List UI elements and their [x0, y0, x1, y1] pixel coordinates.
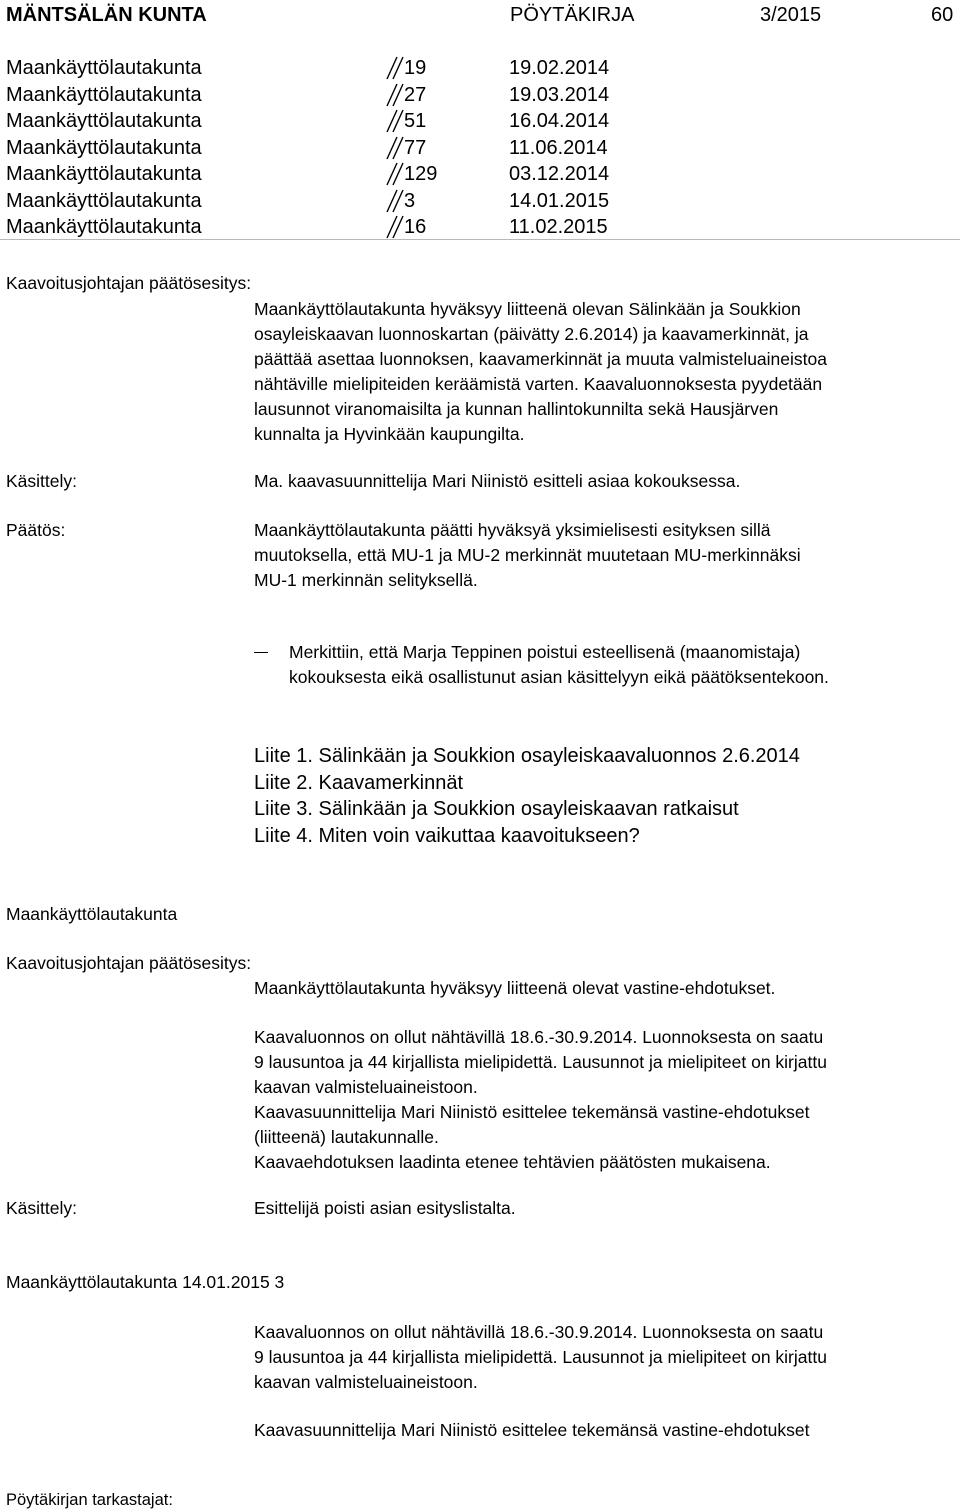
attachment-item: Liite 2. Kaavamerkinnät — [254, 771, 464, 794]
history-date: 16.04.2014 — [509, 110, 610, 132]
history-number: 16 — [404, 216, 427, 238]
dash-bullet — [254, 652, 268, 653]
history-number: 51 — [404, 110, 427, 132]
text-line: nähtäville mielipiteiden keräämistä varten. Kaavaluonnoksesta pyydetään — [254, 374, 823, 394]
history-row — [6, 55, 946, 82]
background-text — [254, 1025, 954, 1175]
history-body: Maankäyttölautakunta — [6, 189, 202, 212]
handling-text: Esittelijä poisti asian esityslistalta. — [254, 1198, 516, 1218]
history-row — [6, 188, 946, 215]
history-date: 14.01.2015 — [509, 189, 610, 212]
history-number: 3 — [404, 189, 416, 212]
history-body: Maankäyttölautakunta — [6, 216, 202, 238]
proposal-label: Kaavoitusjohtajan päätösesitys: — [6, 953, 252, 973]
handling-label: Käsittely: — [6, 1198, 77, 1218]
note-text — [289, 640, 829, 690]
history-number: 77 — [404, 136, 427, 159]
section-heading: Maankäyttölautakunta — [6, 904, 178, 924]
history-date: 03.12.2014 — [509, 163, 610, 185]
history-body: Maankäyttölautakunta — [6, 163, 202, 185]
section-sign-icon — [386, 188, 404, 214]
document-number: 3/2015 — [760, 4, 822, 26]
history-body: Maankäyttölautakunta — [6, 83, 202, 106]
text-line: MU-1 merkinnän selityksellä. — [254, 570, 478, 590]
decision-label: Päätös: — [6, 520, 66, 540]
proposal-text — [254, 297, 954, 447]
text-line: kaavan valmisteluaineistoon. — [254, 1077, 478, 1097]
background-text — [254, 1320, 954, 1395]
section-sign-icon — [386, 82, 404, 108]
history-number: 19 — [404, 57, 427, 79]
handling-label: Käsittely: — [6, 471, 77, 491]
text-line: (liitteenä) lautakunnalle. — [254, 1127, 439, 1147]
history-date: 11.02.2015 — [509, 216, 608, 238]
history-body: Maankäyttölautakunta — [6, 57, 202, 79]
proposal-label: Kaavoitusjohtajan päätösesitys: — [6, 273, 252, 293]
text-line: Kaavaluonnos on ollut nähtävillä 18.6.-30.9.2014. Luonnoksesta on saatu — [254, 1322, 824, 1342]
section-sign-icon — [386, 214, 404, 240]
text-line: Kaavaluonnos on ollut nähtävillä 18.6.-30.9.2014. Luonnoksesta on saatu — [254, 1027, 824, 1047]
text-line: 9 lausuntoa ja 44 kirjallista mielipidettä. Lausunnot ja mielipiteet on kirjattu — [254, 1347, 827, 1367]
document-type: PÖYTÄKIRJA — [510, 4, 635, 26]
inspectors-label: Pöytäkirjan tarkastajat: — [6, 1491, 173, 1509]
section-sign-icon — [386, 161, 404, 187]
text-line: lausunnot viranomaisilta ja kunnan hallintokunnilta sekä Hausjärven — [254, 399, 779, 419]
decision-text — [254, 518, 954, 593]
history-number: 129 — [404, 163, 438, 185]
text-line: muutoksella, että MU-1 ja MU-2 merkinnät muutetaan MU-merkinnäksi — [254, 545, 801, 565]
handling-text: Ma. kaavasuunnittelija Mari Niinistö esitteli asiaa kokouksessa. — [254, 471, 741, 491]
page-number: 60 — [931, 4, 954, 26]
history-row — [6, 108, 946, 135]
history-row — [6, 214, 946, 241]
presentation-text — [254, 1418, 954, 1443]
text-line: Maankäyttölautakunta hyväksyy liitteenä olevan Sälinkään ja Soukkion — [254, 299, 801, 319]
text-line: Maankäyttölautakunta päätti hyväksyä yksimielisesti esityksen sillä — [254, 520, 771, 540]
attachment-item: Liite 4. Miten voin vaikuttaa kaavoitukseen? — [254, 824, 640, 847]
history-body: Maankäyttölautakunta — [6, 110, 202, 132]
text-line: kaavan valmisteluaineistoon. — [254, 1372, 478, 1392]
text-line: Kaavasuunnittelija Mari Niinistö esittelee tekemänsä vastine-ehdotukset — [254, 1420, 810, 1440]
history-row — [6, 82, 946, 109]
section-sign-icon — [386, 55, 404, 81]
history-row — [6, 161, 946, 188]
section-heading: Maankäyttölautakunta 14.01.2015 3 — [6, 1272, 285, 1292]
history-date: 19.02.2014 — [509, 57, 610, 79]
section-sign-icon — [386, 135, 404, 161]
text-line: kunnalta ja Hyvinkään kaupungilta. — [254, 424, 525, 444]
text-line: kokouksesta eikä osallistunut asian käsittelyyn eikä päätöksentekoon. — [289, 667, 829, 687]
organization-name: MÄNTSÄLÄN KUNTA — [6, 4, 207, 26]
history-body: Maankäyttölautakunta — [6, 136, 202, 159]
text-line: 9 lausuntoa ja 44 kirjallista mielipidettä. Lausunnot ja mielipiteet on kirjattu — [254, 1052, 827, 1072]
attachment-item: Liite 3. Sälinkään ja Soukkion osayleiskaavan ratkaisut — [254, 798, 739, 820]
text-line: osayleiskaavan luonnoskartan (päivätty 2.6.2014) ja kaavamerkinnät, ja — [254, 324, 809, 344]
text-line: päättää asettaa luonnoksen, kaavamerkinnät ja muuta valmisteluaineistoa — [254, 349, 827, 369]
history-date: 19.03.2014 — [509, 83, 610, 106]
text-line: Kaavaehdotuksen laadinta etenee tehtävien päätösten mukaisena. — [254, 1152, 771, 1172]
divider — [0, 239, 960, 240]
history-row — [6, 135, 946, 162]
history-date: 11.06.2014 — [509, 136, 608, 159]
text-line: Kaavasuunnittelija Mari Niinistö esittelee tekemänsä vastine-ehdotukset — [254, 1102, 810, 1122]
attachment-item: Liite 1. Sälinkään ja Soukkion osayleiskaavaluonnos 2.6.2014 — [254, 745, 800, 767]
text-line: Merkittiin, että Marja Teppinen poistui esteellisenä (maanomistaja) — [289, 642, 801, 662]
history-number: 27 — [404, 83, 427, 106]
section-sign-icon — [386, 108, 404, 134]
proposal-text: Maankäyttölautakunta hyväksyy liitteenä olevat vastine-ehdotukset. — [254, 978, 776, 998]
attachment-list — [254, 743, 800, 849]
